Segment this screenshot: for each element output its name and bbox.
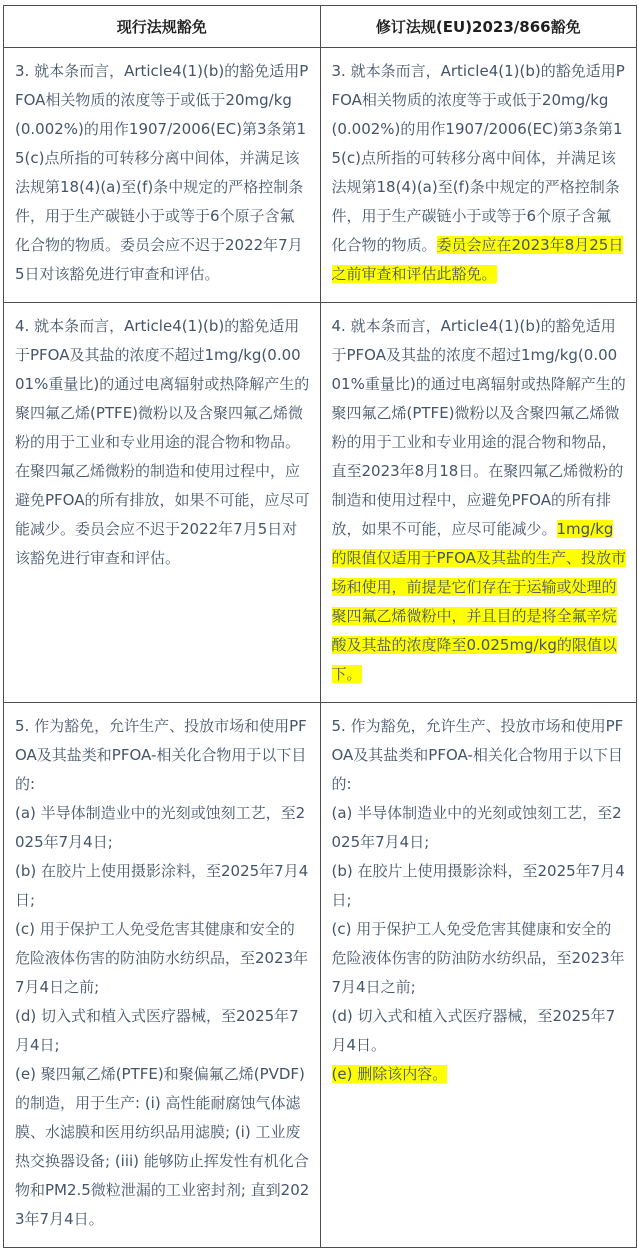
paragraph bbox=[15, 799, 310, 857]
table-row-exemption-4 bbox=[4, 303, 637, 703]
paragraph bbox=[332, 915, 627, 1002]
paragraph bbox=[332, 1002, 627, 1060]
column-header-revised-regulation: 修订法规(EU)2023/866豁免 bbox=[320, 6, 637, 48]
table-body bbox=[4, 48, 637, 1248]
text-segment: (a) 半导体制造业中的光刻或蚀刻工艺，至2025年7月4日; bbox=[15, 804, 306, 851]
table-row-exemption-3 bbox=[4, 48, 637, 303]
text-segment: 3. 就本条而言，Article4(1)(b)的豁免适用PFOA相关物质的浓度等于或低于20mg/kg(0.002%)的用作1907/2006(EC)第3条第15(c)点所指的可转移分离中间体，并满足该法规第18(4)(a)至(f)条中规定的严格控制条件，用于生产碳链小于或等于6个原子含氟化合物的物质。 bbox=[331, 62, 625, 254]
cell-exemption-3-current bbox=[4, 48, 321, 303]
paragraph bbox=[15, 1060, 310, 1234]
text-segment: 5. 作为豁免，允许生产、投放市场和使用PFOA及其盐类和PFOA-相关化合物用于以下目的: bbox=[331, 717, 624, 793]
text-segment: 4. 就本条而言，Article4(1)(b)的豁免适用于PFOA及其盐的浓度不超过1mg/kg(0.0001%重量比)的通过电离辐射或热降解产生的聚四氟乙烯(PTFE)微粉以及含聚四氟乙烯微粉的用于工业和专业用途的混合物和物品。在聚四氟乙烯微粉的制造和使用过程中，应避免PFOA的所有排放，如果不可能，应尽可能减少。委员会应不迟于2022年7月5日对该豁免进行审查和评估。 bbox=[15, 317, 310, 567]
paragraph bbox=[15, 312, 310, 573]
paragraph bbox=[15, 1002, 310, 1060]
text-segment: (d) 切入式和植入式医疗器械，至2025年7月4日。 bbox=[331, 1007, 616, 1054]
text-segment: (a) 半导体制造业中的光刻或蚀刻工艺，至2025年7月4日; bbox=[331, 804, 622, 851]
cell-exemption-4-revised bbox=[320, 303, 637, 703]
paragraph bbox=[332, 312, 627, 689]
cell-exemption-5-revised bbox=[320, 703, 637, 1248]
text-segment: (b) 在胶片上使用摄影涂料，至2025年7月4日; bbox=[331, 862, 625, 909]
text-segment: (b) 在胶片上使用摄影涂料，至2025年7月4日; bbox=[15, 862, 309, 909]
cell-exemption-5-current bbox=[4, 703, 321, 1248]
paragraph bbox=[332, 57, 627, 289]
paragraph bbox=[332, 1060, 627, 1089]
table-row-exemption-5 bbox=[4, 703, 637, 1248]
paragraph bbox=[15, 712, 310, 799]
text-segment: (d) 切入式和植入式医疗器械，至2025年7月4日; bbox=[15, 1007, 299, 1054]
highlighted-text: 委员会应在2023年8月25日之前审查和评估此豁免。 bbox=[331, 236, 624, 283]
highlighted-text: 1mg/kg的限值仅适用于PFOA及其盐的生产、投放市场和使用，前提是它们存在于运输或处理的聚四氟乙烯微粉中，并且目的是将全氟辛烷酸及其盐的浓度降至0.025mg/kg的限值以下。 bbox=[331, 520, 626, 683]
text-segment: 4. 就本条而言，Article4(1)(b)的豁免适用于PFOA及其盐的浓度不超过1mg/kg(0.0001%重量比)的通过电离辐射或热降解产生的聚四氟乙烯(PTFE)微粉以及含聚四氟乙烯微粉的用于工业和专业用途的混合物和物品，直至2023年8月18日。在聚四氟乙烯微粉的制造和使用过程中，应避免PFOA的所有排放，如果不可能，应尽可能减少。 bbox=[331, 317, 626, 538]
paragraph bbox=[15, 57, 310, 289]
regulation-comparison-table bbox=[3, 5, 637, 1248]
text-segment: (c) 用于保护工人免受危害其健康和安全的危险液体伤害的防油防水纺织品，至2023年7月4日之前; bbox=[331, 920, 625, 996]
paragraph bbox=[332, 857, 627, 915]
cell-exemption-3-revised bbox=[320, 48, 637, 303]
column-header-current-regulation: 现行法规豁免 bbox=[4, 6, 321, 48]
paragraph bbox=[15, 857, 310, 915]
highlighted-text: (e) 删除该内容。 bbox=[331, 1065, 448, 1083]
text-segment: 5. 作为豁免，允许生产、投放市场和使用PFOA及其盐类和PFOA-相关化合物用于以下目的: bbox=[15, 717, 307, 793]
table-header-row bbox=[4, 6, 637, 48]
paragraph bbox=[15, 915, 310, 1002]
paragraph bbox=[332, 712, 627, 799]
cell-exemption-4-current bbox=[4, 303, 321, 703]
text-segment: (e) 聚四氟乙烯(PTFE)和聚偏氟乙烯(PVDF)的制造，用于生产: (i) 高性能耐腐蚀气体滤膜、水滤膜和医用纺织品用滤膜; (i) 工业废热交换器设备; (iii) 能够防止挥发性有机化合物和PM2.5微粒泄漏的工业密封剂; 直到2023年7月4日。 bbox=[15, 1065, 310, 1228]
paragraph bbox=[332, 799, 627, 857]
text-segment: 3. 就本条而言，Article4(1)(b)的豁免适用PFOA相关物质的浓度等于或低于20mg/kg(0.002%)的用作1907/2006(EC)第3条第15(c)点所指的可转移分离中间体，并满足该法规第18(4)(a)至(f)条中规定的严格控制条件，用于生产碳链小于或等于6个原子含氟化合物的物质。委员会应不迟于2022年7月5日对该豁免进行审查和评估。 bbox=[15, 62, 309, 283]
text-segment: (c) 用于保护工人免受危害其健康和安全的危险液体伤害的防油防水纺织品，至2023年7月4日之前; bbox=[15, 920, 309, 996]
